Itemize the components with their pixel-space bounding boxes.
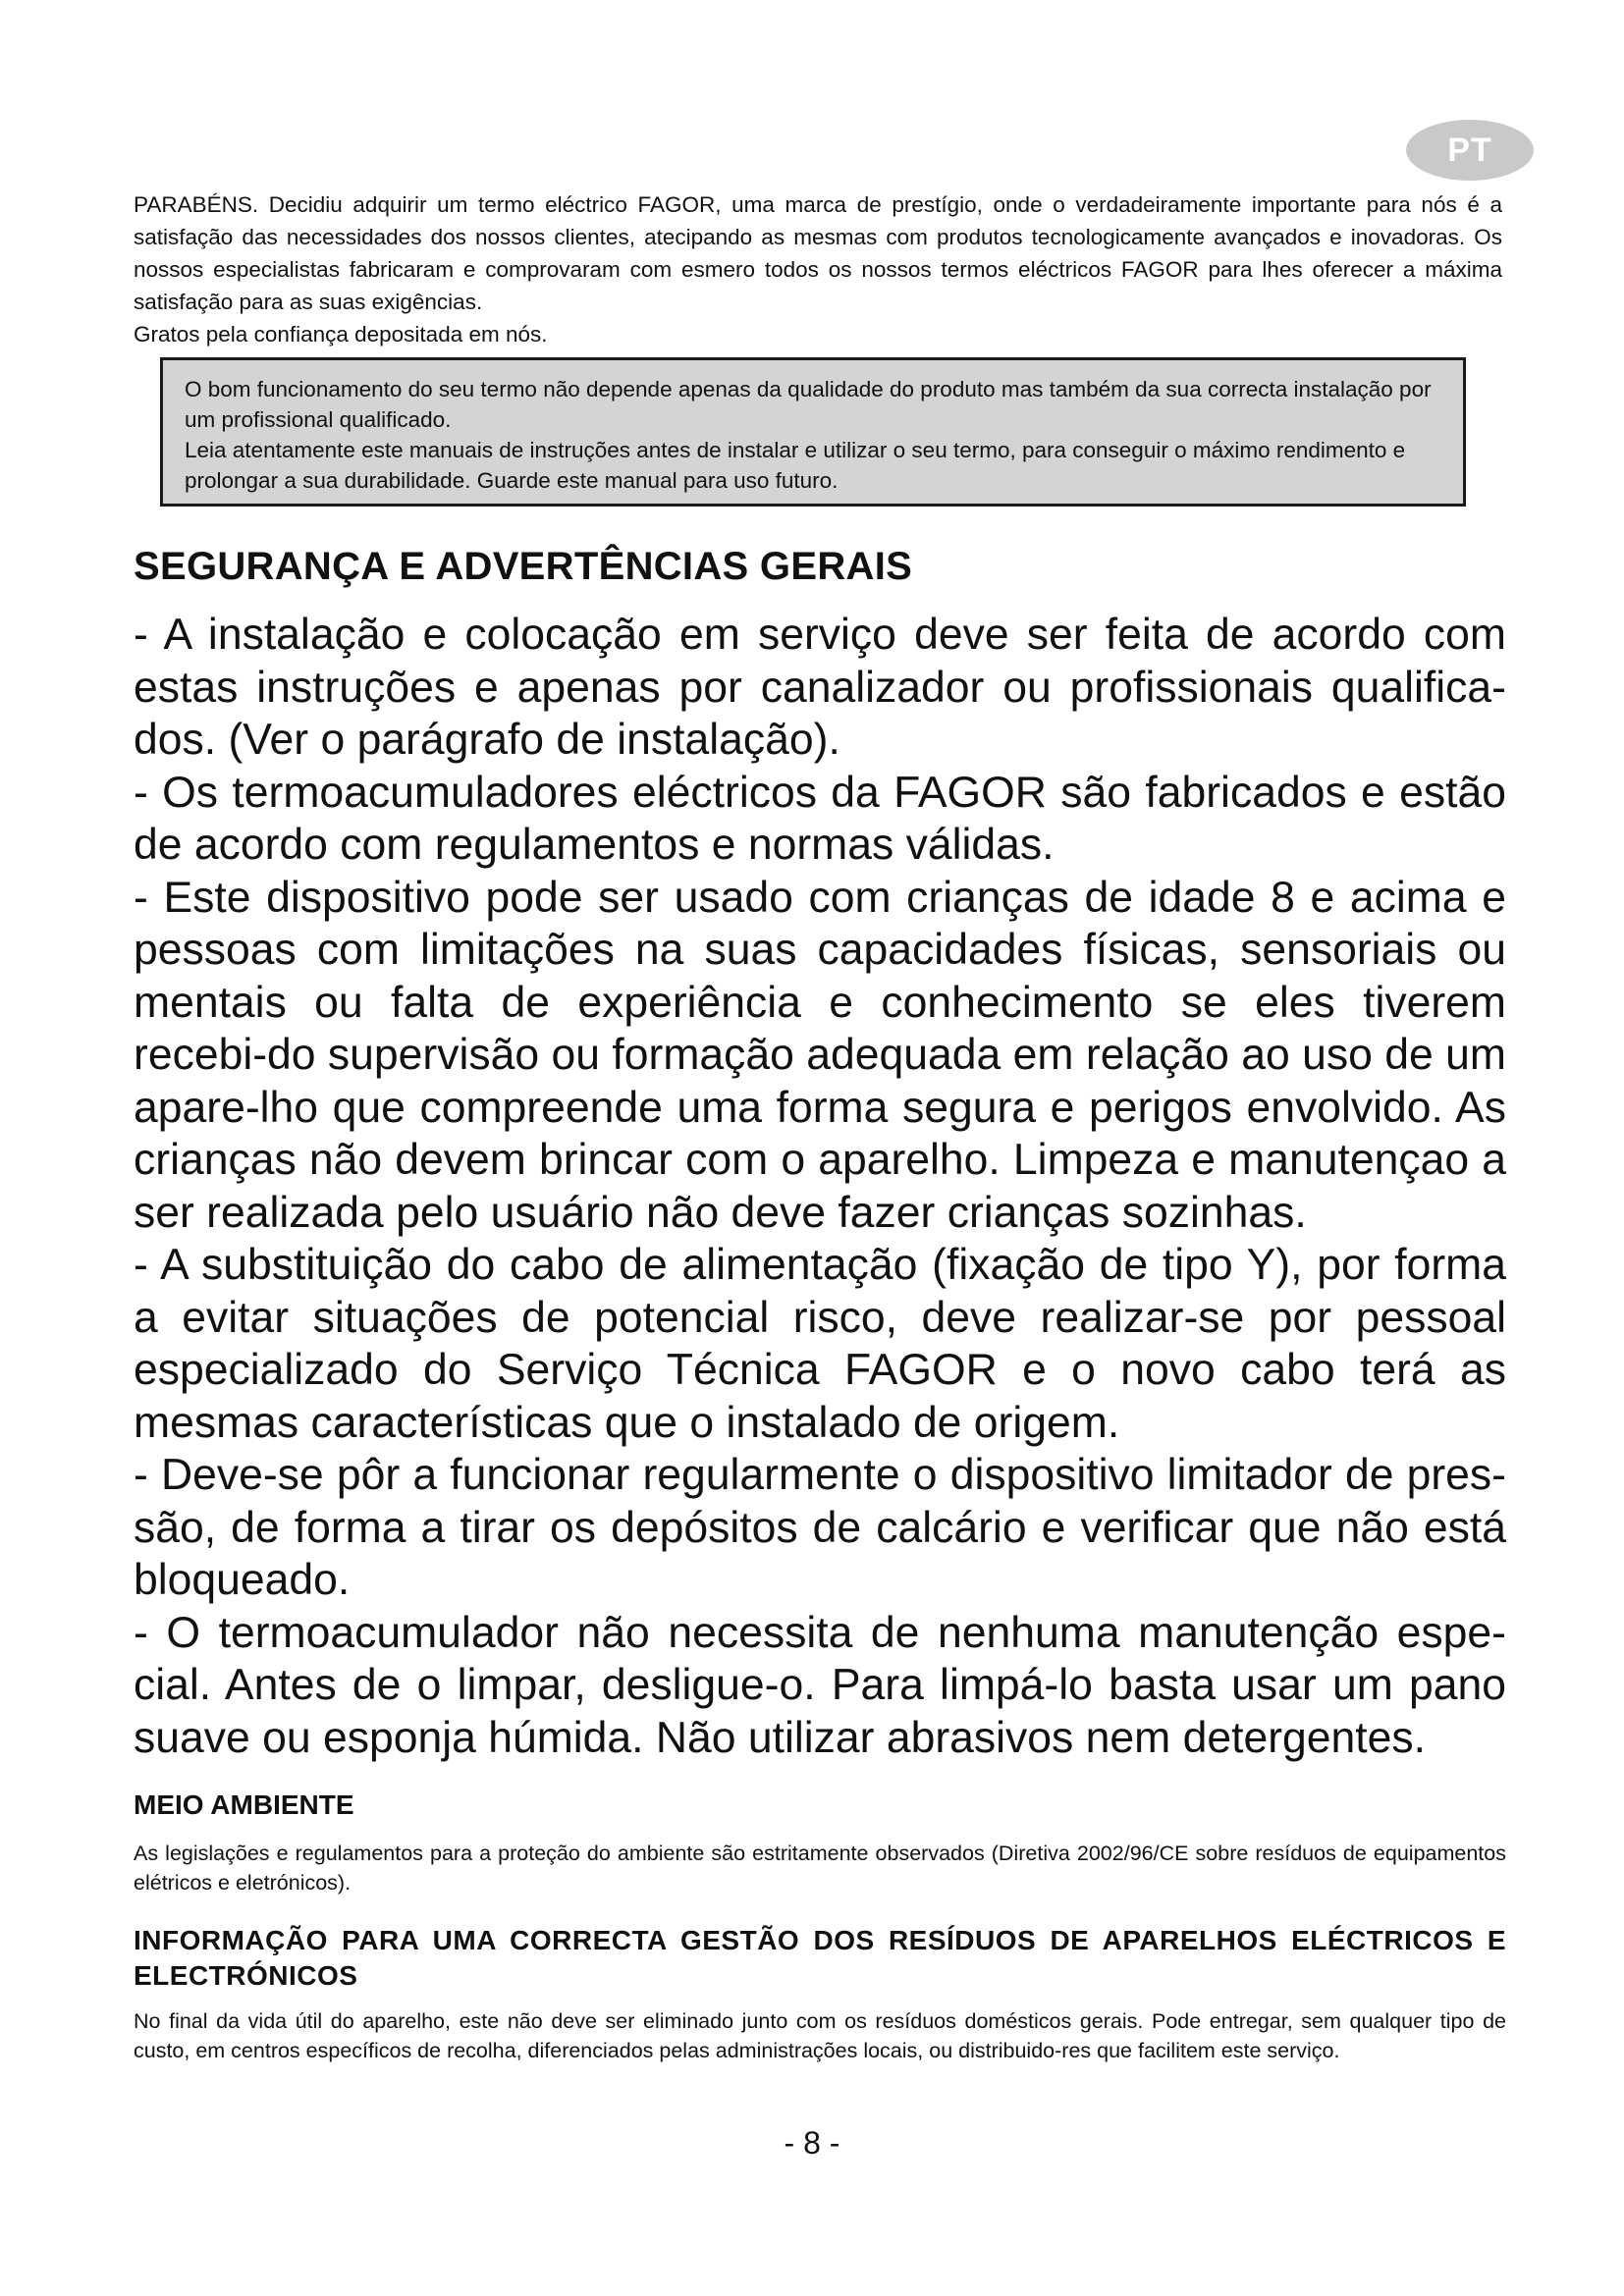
safety-item: - O termoacumulador não necessita de nenhuma manutenção espe-cial. Antes de o limpar, desligue-o. Para limpá-lo basta usar um pano suave ou esponja húmida. Não utilizar abrasivos nem detergentes.: [134, 1608, 1506, 1762]
safety-item: - Este dispositivo pode ser usado com crianças de idade 8 e acima e pessoas com limitações na suas capacidades físicas, sensoriais ou mentais ou falta de experiência e conhecimento se eles tiverem recebi-do supervisão ou formação adequada em relação ao uso de um apare-lho que compreende uma forma segura e perigos envolvido. As crianças não devem brincar com o aparelho. Limpeza e manutençao a ser realizada pelo usuário não deve fazer crianças sozinhas.: [134, 873, 1506, 1237]
waste-text: No final da vida útil do aparelho, este não deve ser eliminado junto com os resíduos domésticos gerais. Pode entregar, sem qualquer tipo de custo, em centros específicos de recolha, diferenciados pelas administrações locais, ou distribuido-res que facilitem este serviço.: [134, 2009, 1506, 2062]
environment-heading: MEIO AMBIENTE: [134, 1789, 354, 1820]
safety-item: - A substituição do cabo de alimentação (fixação de tipo Y), por forma a evitar situações de potencial risco, deve realizar-se por pessoal especializado do Serviço Técnica FAGOR e o novo cabo terá as mesmas características que o instalado de origem.: [134, 1241, 1506, 1447]
page-number: - 8 -: [784, 2125, 840, 2161]
safety-heading: SEGURANÇA E ADVERTÊNCIAS GERAIS: [134, 545, 913, 588]
notice-line-2: Leia atentamente este manuais de instruções antes de instalar e utilizar o seu termo, para conseguir o máximo rendimento e prolongar a sua durabilidade. Guarde este manual para uso futuro.: [185, 438, 1406, 493]
safety-warnings: [134, 609, 1506, 1764]
intro-thanks: Gratos pela confiança depositada em nós.: [134, 322, 548, 347]
notice-line-1: O bom funcionamento do seu termo não depende apenas da qualidade do produto mas também da sua correcta instalação por um profissional qualificado.: [185, 377, 1432, 432]
safety-item: - Os termoacumuladores eléctricos da FAGOR são fabricados e estão de acordo com regulamentos e normas válidas.: [134, 768, 1506, 869]
intro-section: [134, 188, 1502, 350]
installation-notice-box: [160, 357, 1466, 507]
waste-heading: INFORMAÇÃO PARA UMA CORRECTA GESTÃO DOS RESÍDUOS DE APARELHOS ELÉCTRICOS E ELECTRÓNICOS: [134, 1925, 1506, 1991]
language-badge: PT: [1406, 120, 1534, 181]
intro-paragraph: PARABÉNS. Decidiu adquirir um termo eléctrico FAGOR, uma marca de prestígio, onde o verdadeiramente importante para nós é a satisfação das necessidades dos nossos clientes, atecipando as mesmas com produtos tecnologicamente avançados e inovadoras. Os nossos especialistas fabricaram e comprovaram com esmero todos os nossos termos eléctricos FAGOR para lhes oferecer a máxima satisfação para as suas exigências.: [134, 192, 1502, 314]
safety-item: - A instalação e colocação em serviço deve ser feita de acordo com estas instruções e apenas por canalizador ou profissionais qualifica-dos. (Ver o parágrafo de instalação).: [134, 611, 1506, 764]
safety-item: - Deve-se pôr a funcionar regularmente o dispositivo limitador de pres-são, de forma a tirar os depósitos de calcário e verificar que não está bloqueado.: [134, 1451, 1506, 1604]
environment-text: As legislações e regulamentos para a proteção do ambiente são estritamente observados (Diretiva 2002/96/CE sobre resíduos de equipamentos elétricos e eletrónicos).: [134, 1842, 1506, 1895]
